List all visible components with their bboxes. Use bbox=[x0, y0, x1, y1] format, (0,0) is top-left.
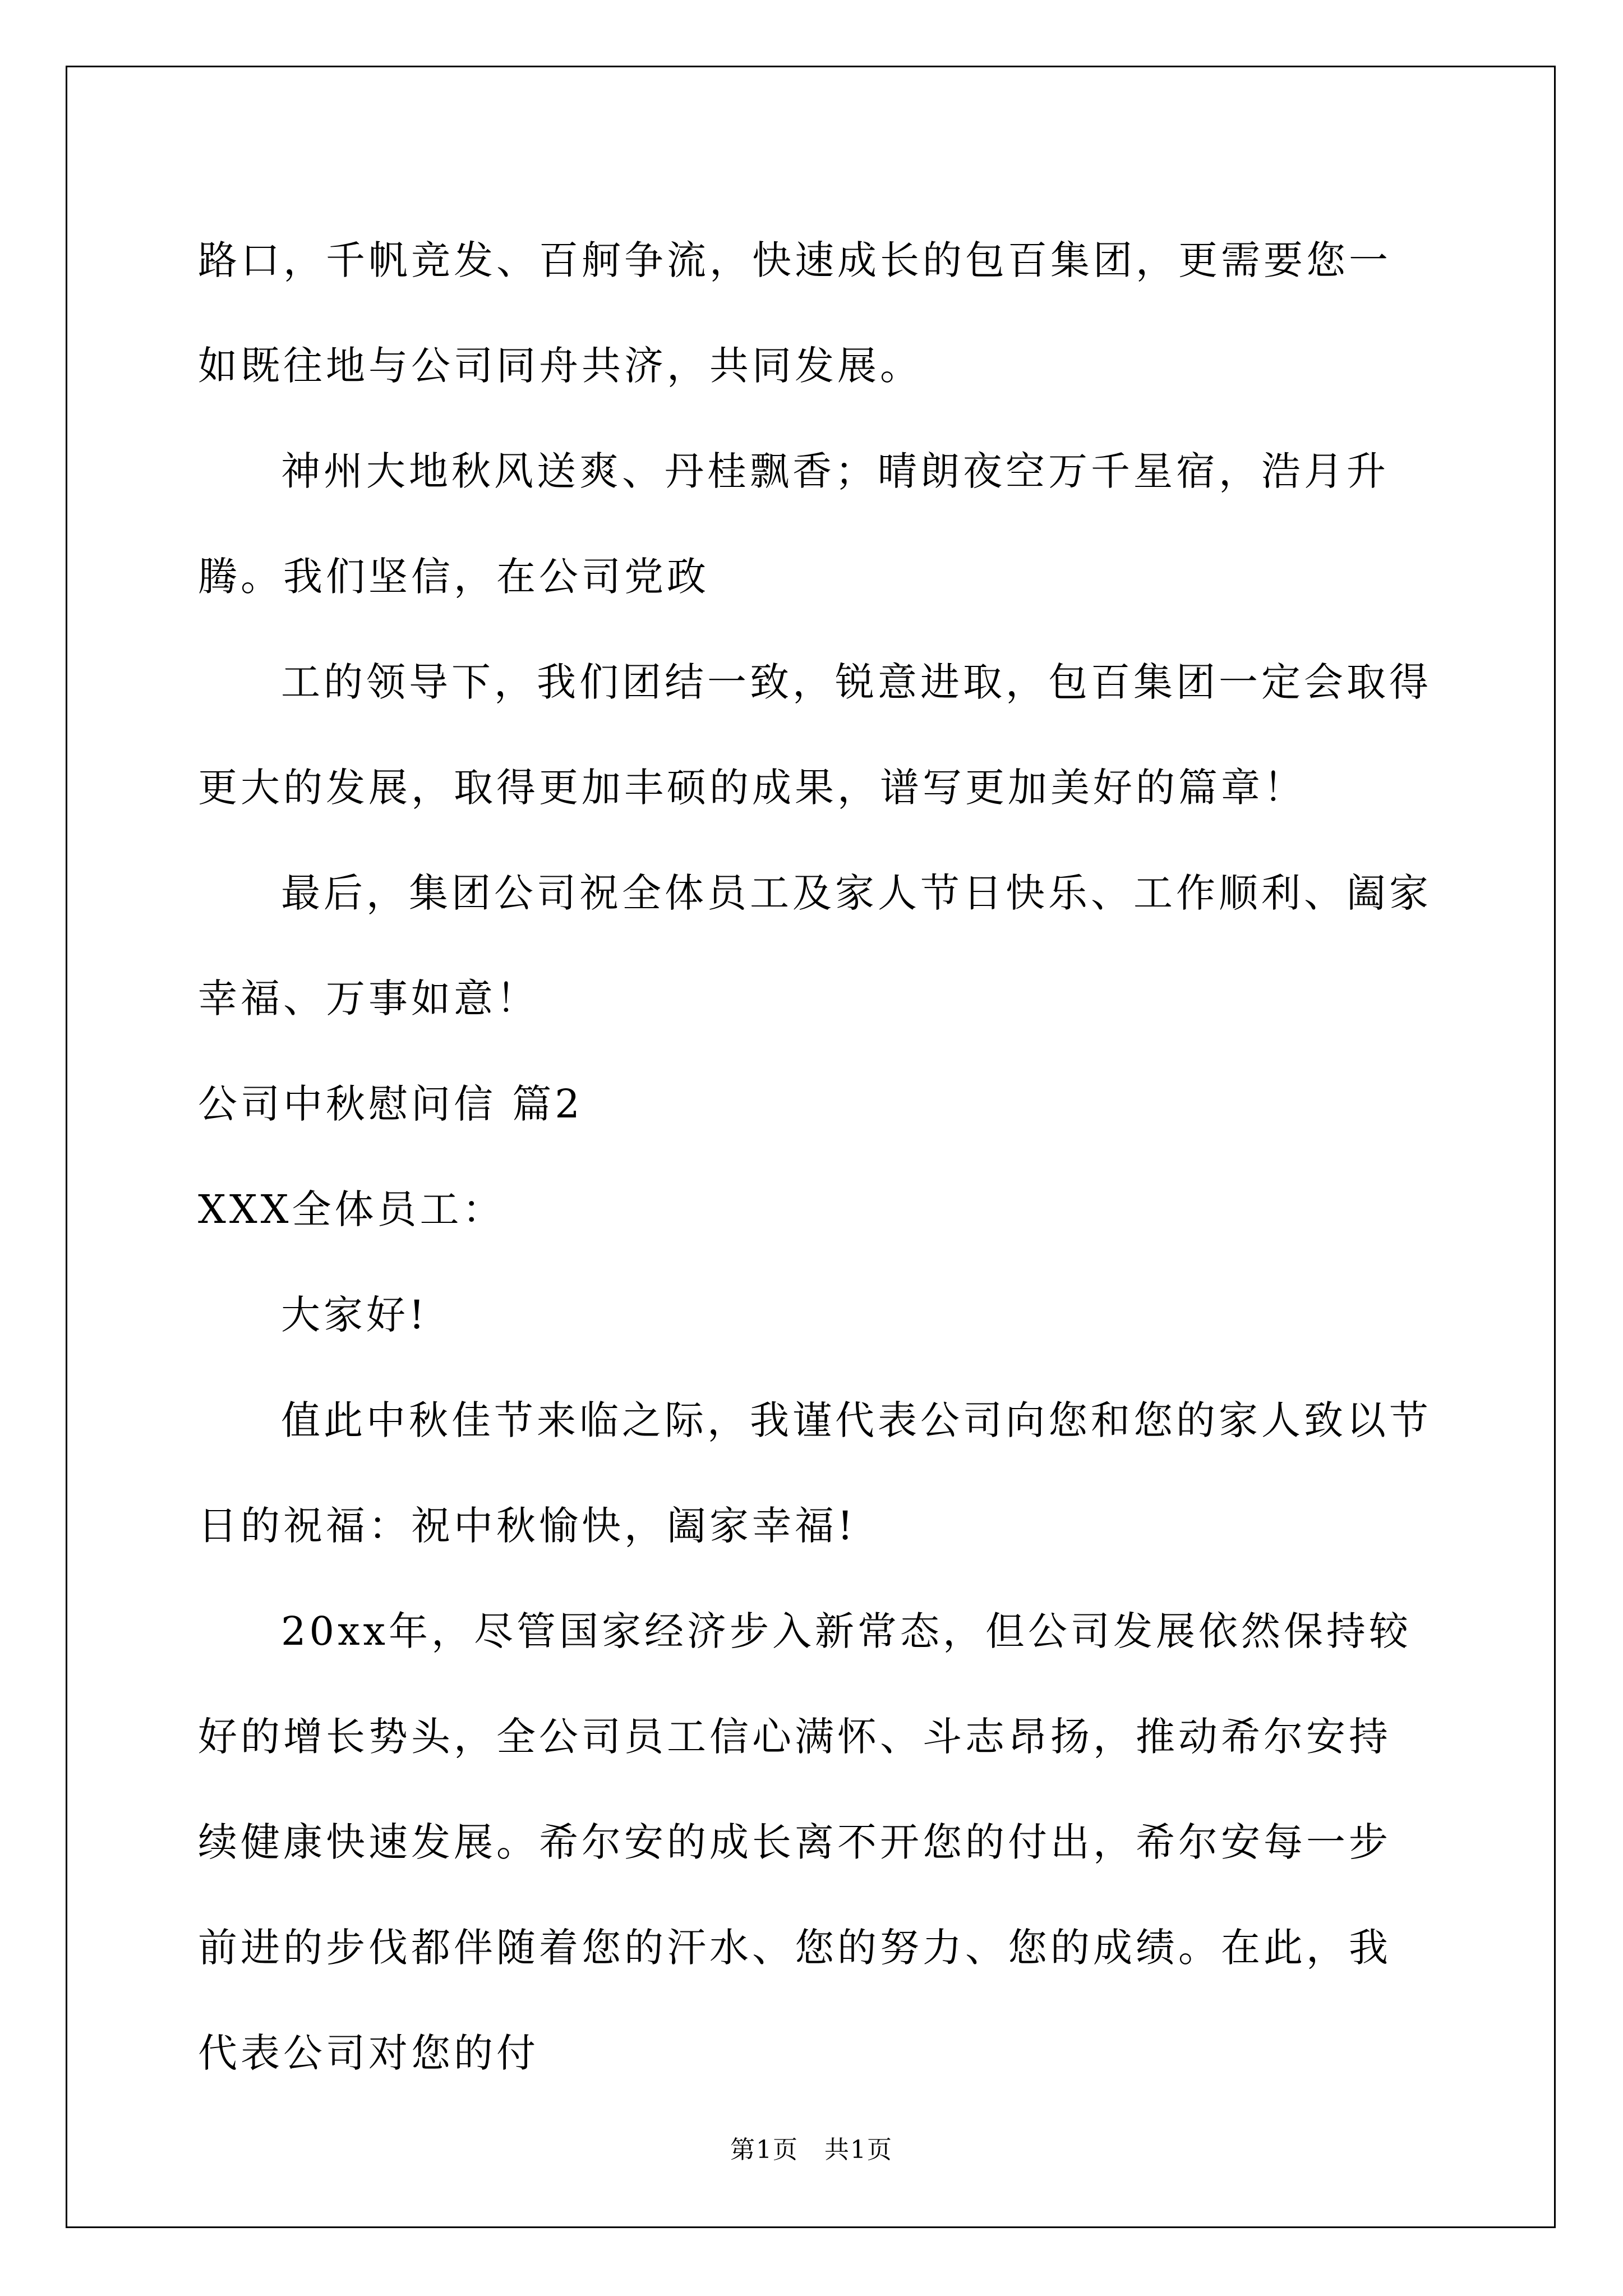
section-heading: 公司中秋慰问信 篇2 bbox=[198, 1081, 583, 1127]
paragraph-8: 值此中秋佳节来临之际，我谨代表公司向您和您的家人致以节日的祝福：祝中秋愉快，阖家幸福! bbox=[198, 1397, 1432, 1549]
greeting: 大家好! bbox=[281, 1292, 428, 1338]
paragraph-3: 工的领导下，我们团结一致，锐意进取，包百集团一定会取得更大的发展，取得更加丰硕的成果，谱写更加美好的篇章！ bbox=[198, 659, 1432, 811]
salutation: XXX全体员工： bbox=[198, 1186, 505, 1232]
paragraph-9: 20xx年，尽管国家经济步入新常态，但公司发展依然保持较好的增长势头，全公司员工信心满怀、斗志昂扬，推动希尔安持续健康快速发展。希尔安的成长离不开您的付出，希尔安每一步前进的步伐都伴随着您的汗水、您的努力、您的成绩。在此，我代表公司对您的付 bbox=[198, 1608, 1412, 2076]
paragraph-1: 路口，千帆竞发、百舸争流，快速成长的包百集团，更需要您一如既往地与公司同舟共济，共同发展。 bbox=[198, 237, 1391, 389]
paragraph-4: 最后，集团公司祝全体员工及家人节日快乐、工作顺利、阖家幸福、万事如意！ bbox=[198, 870, 1432, 1022]
page-footer bbox=[0, 2133, 1623, 2167]
page-number-label: 第1页 共1页 bbox=[730, 2136, 893, 2164]
document-body bbox=[198, 208, 1432, 2106]
paragraph-2: 神州大地秋风送爽、丹桂飘香；晴朗夜空万千星宿，浩月升腾。我们坚信，在公司党政 bbox=[198, 448, 1389, 600]
